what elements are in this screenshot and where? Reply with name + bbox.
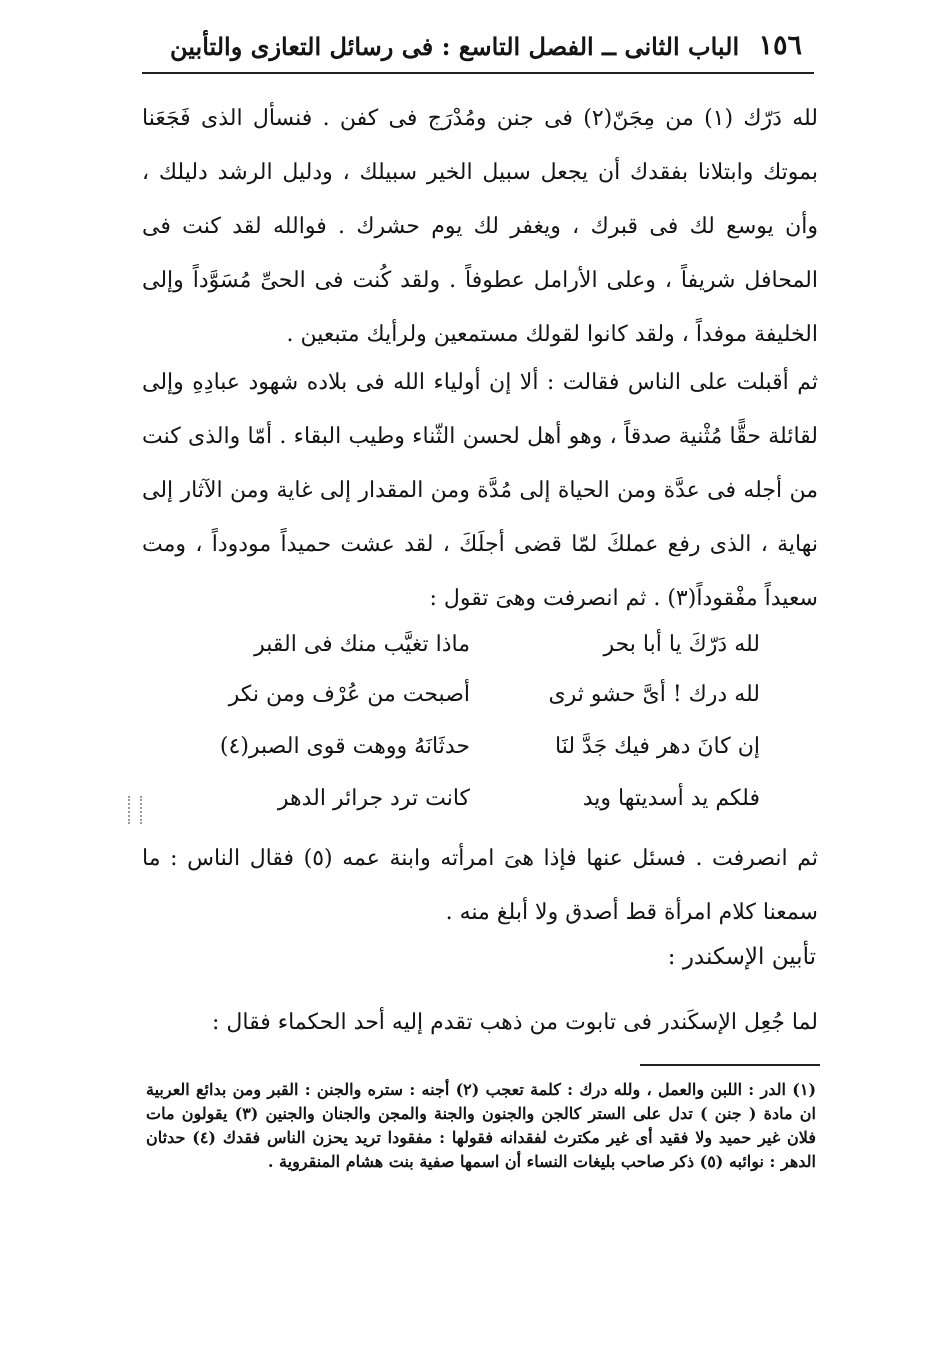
poem-verse [200, 786, 760, 832]
margin-scan-mark [128, 796, 142, 824]
poem-verse [200, 682, 760, 728]
verse-second-hemistich: كانت ترد جرائر الدهر [277, 786, 470, 811]
verse-first-hemistich: لله درك ! أىَّ حشو ثرى [548, 682, 760, 707]
verse-first-hemistich: إن كانَ دهر فيك جَدَّ لنَا [555, 734, 760, 759]
verse-first-hemistich: لله دَرّكَ يا أبا بحر [603, 632, 760, 657]
paragraph-alexander: لما جُعِل الإسكَندر فى تابوت من ذهب تقدم إليه أحد الحكماء فقال : [212, 1010, 818, 1035]
verse-first-hemistich: فلكم يد أسديتها ويد [582, 786, 760, 811]
verse-second-hemistich: حدثَانَهُ ووهت قوى الصبر(٤) [219, 734, 470, 759]
footnote-divider [640, 1064, 820, 1066]
paragraph-address-to-people [142, 356, 818, 626]
paragraph-text: ثم انصرفت . فسئل عنها فإذا هىَ امرأته وابنة عمه (٥) فقال الناس : ما سمعنا كلام امرأة قط أصدق ولا أبلغ منه . [142, 846, 818, 925]
footnote-text: (١) الدر : اللبن والعمل ، ولله درك : كلمة تعجب (٢) أجنه : ستره والجنن : القبر ومن بدائع العربية ان مادة ( جنن ) تدل على الستر كالجن والجنون والجنة والمجن والجنان والجنين (٣) يقولون مات فلان غير حميد ولا فقيد أى غير مكترث لفقدانه فقولها : مفقودا تريد يحزن الناس فقدك (٤) حدثان الدهر : نوائبه (٥) ذكر صاحب بليغات النساء أن اسمها صفية بنت هشام المنقروية . [146, 1080, 817, 1171]
paragraph-conclusion [142, 832, 818, 940]
verse-second-hemistich: ماذا تغيَّب منك فى القبر [254, 632, 470, 657]
paragraph-text: ثم أقبلت على الناس فقالت : ألا إن أولياء الله فى بلاده شهود عبادِهِ وإلى لقائلة حقًّا مُثْنية صدقاً ، وهو أهل لحسن الثّناء وطيب البقاء . أمّا والذى كنت من أجله فى عدَّة ومن الحياة إلى مُدَّة ومن المقدار إلى غاية ومن الآثار إلى نهاية ، الذى رفع عملكَ لمّا قضى أجلَكَ ، لقد عشت حميداً مودوداً ، ومت سعيداً مفْقوداً(٣) . ثم انصرفت وهىَ تقول : [142, 370, 818, 611]
page-header [142, 28, 814, 74]
paragraph-eulogy-opening [142, 92, 818, 362]
page-number: ١٥٦ [758, 30, 802, 61]
verse-second-hemistich: أصبحت من عُرْف ومن نكر [228, 682, 470, 707]
footnotes [146, 1078, 816, 1174]
poem-verse [200, 632, 760, 678]
poem-verse [200, 734, 760, 780]
paragraph-text: لله دَرّك (١) من مِجَنّ(٢) فى جنن ومُدْرَج فى كفن . فنسأل الذى فَجَعَنا بموتك وابتلانا بفقدك أن يجعل سبيل الخير سبيلك ، ودليل الرشد دليلك ، وأن يوسع لك فى قبرك ، ويغفر لك يوم حشرك . فوالله لقد كنت فى المحافل شريفاً ، وعلى الأرامل عطوفاً . ولقد كُنت فى الحىِّ مُسَوَّداً وإلى الخليفة موفداً ، ولقد كانوا لقولك مستمعين ولرأيك متبعين . [142, 106, 819, 347]
section-heading: تأبين الإسكندر : [667, 944, 816, 970]
running-title: الباب الثانى ــ الفصل التاسع : فى رسائل التعازى والتأبين [170, 32, 740, 61]
